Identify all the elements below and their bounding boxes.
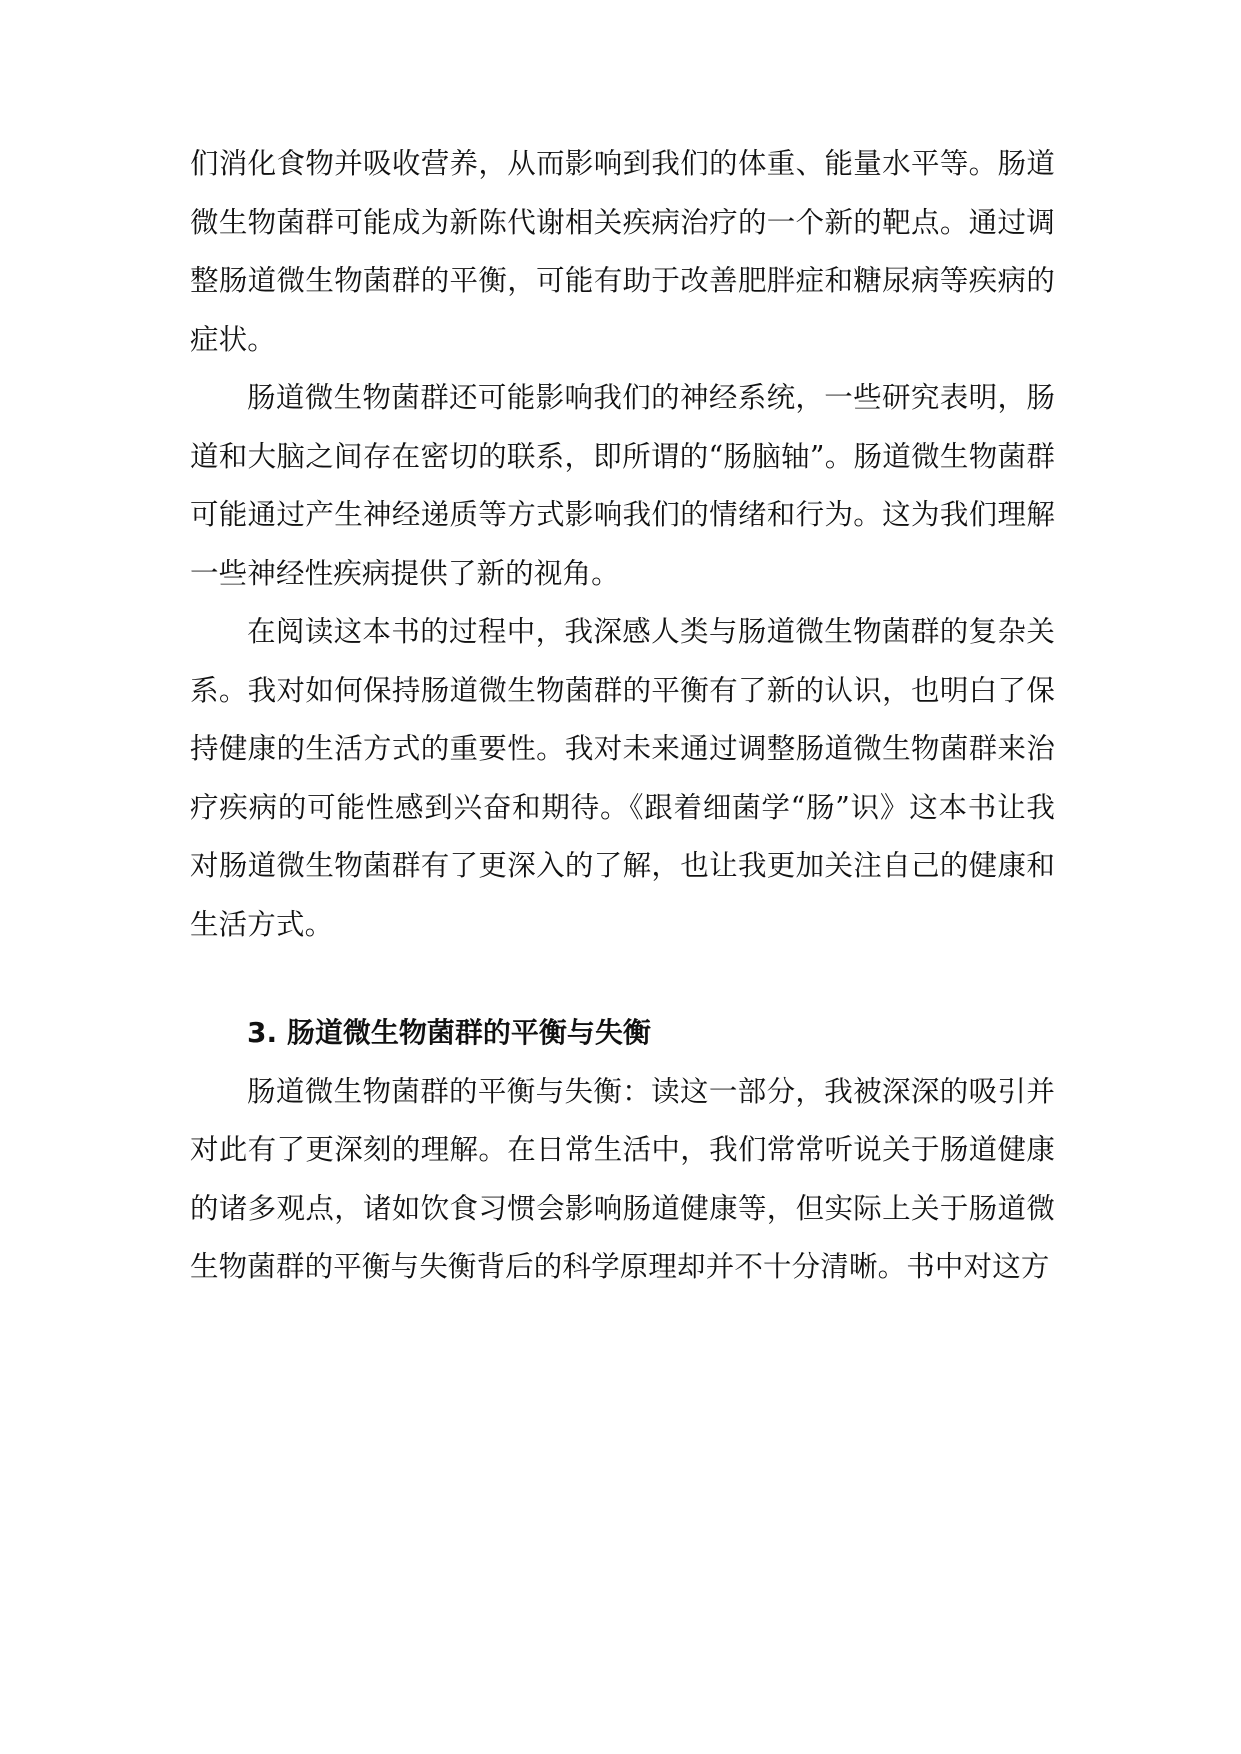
document-body	[190, 135, 1055, 1297]
paragraph-metabolism: 们消化食物并吸收营养，从而影响到我们的体重、能量水平等。肠道微生物菌群可能成为新陈代谢相关疾病治疗的一个新的靶点。通过调整肠道微生物菌群的平衡，可能有助于改善肥胖症和糖尿病等疾病的症状。	[190, 147, 1055, 356]
paragraph-reading-reflection: 在阅读这本书的过程中，我深感人类与肠道微生物菌群的复杂关系。我对如何保持肠道微生物菌群的平衡有了新的认识，也明白了保持健康的生活方式的重要性。我对未来通过调整肠道微生物菌群来治疗疾病的可能性感到兴奋和期待。《跟着细菌学“肠”识》这本书让我对肠道微生物菌群有了更深入的了解，也让我更加关注自己的健康和生活方式。	[190, 615, 1055, 941]
paragraph-balance-imbalance: 肠道微生物菌群的平衡与失衡：读这一部分，我被深深的吸引并对此有了更深刻的理解。在日常生活中，我们常常听说关于肠道健康的诸多观点，诸如饮食习惯会影响肠道健康等，但实际上关于肠道微生物菌群的平衡与失衡背后的科学原理却并不十分清晰。书中对这方	[190, 1074, 1055, 1283]
section-spacer	[190, 954, 1055, 1004]
paragraph-gut-brain-axis: 肠道微生物菌群还可能影响我们的神经系统，一些研究表明，肠道和大脑之间存在密切的联系，即所谓的“肠脑轴”。肠道微生物菌群可能通过产生神经递质等方式影响我们的情绪和行为。这为我们理解一些神经性疾病提供了新的视角。	[190, 381, 1055, 590]
section-heading: 3. 肠道微生物菌群的平衡与失衡	[247, 1016, 651, 1049]
